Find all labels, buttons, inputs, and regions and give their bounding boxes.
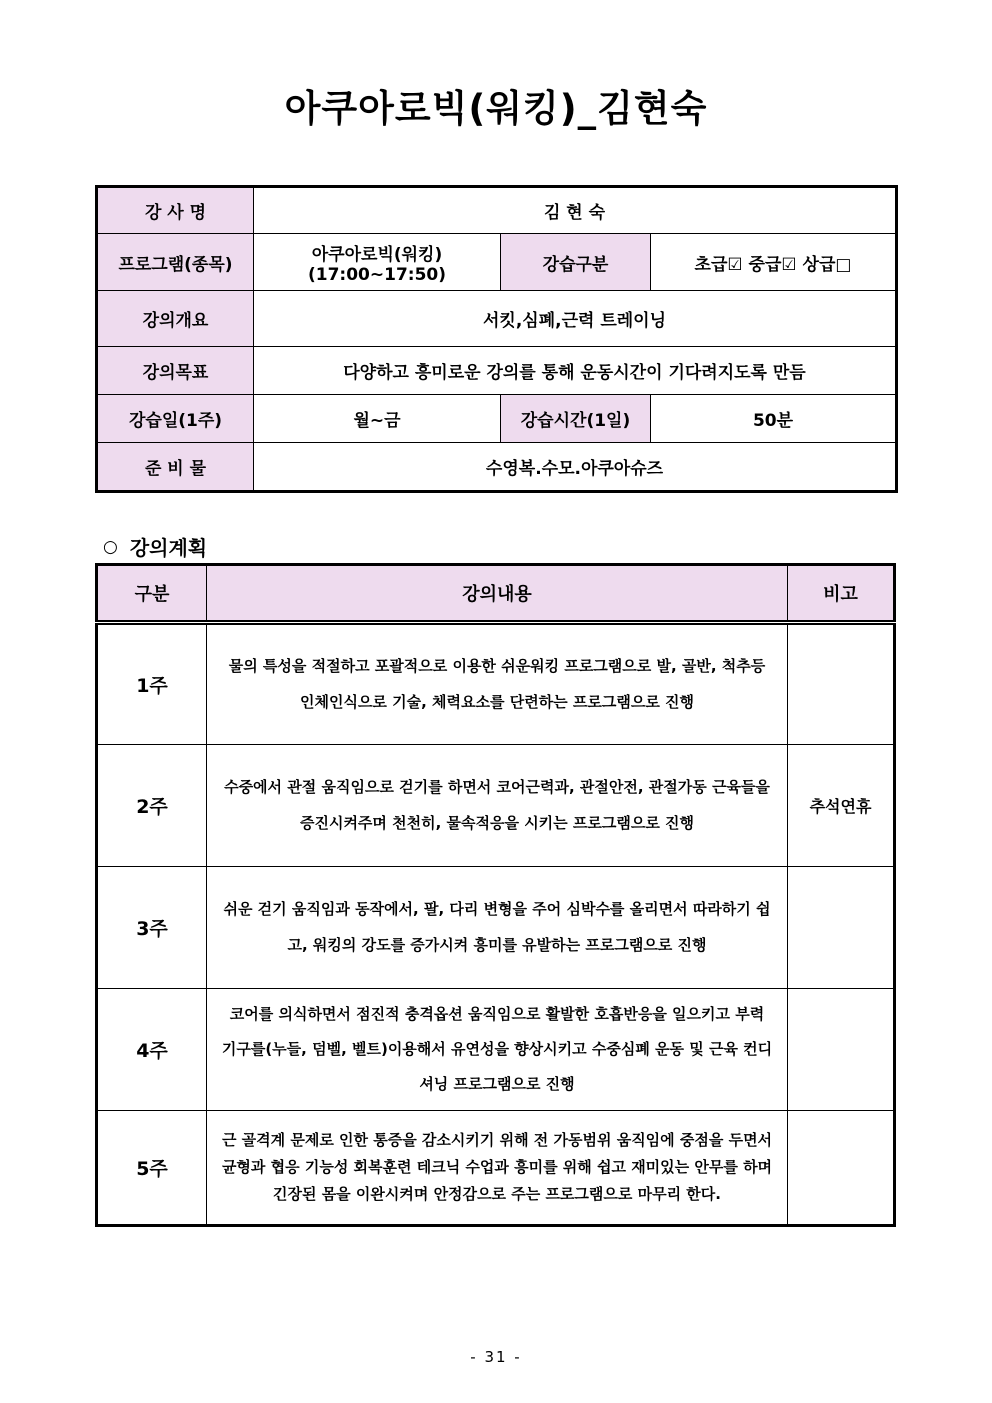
goal-label: 강의목표 [97,347,254,395]
info-row-materials [97,443,897,492]
class-type-label: 강습구분 [501,234,651,291]
plan-header-remark: 비고 [788,565,895,623]
info-row-program [97,234,897,291]
week-number: 4주 [97,989,207,1111]
week-remark [788,623,895,745]
time-label: 강습시간(1일) [501,395,651,443]
info-row-schedule [97,395,897,443]
week-remark [788,1111,895,1226]
instructor-value: 김 현 숙 [254,187,897,234]
plan-row-week5 [97,1111,895,1226]
week-number: 1주 [97,623,207,745]
lecture-plan-section-heading [103,532,207,561]
info-row-goal [97,347,897,395]
instructor-label: 강 사 명 [97,187,254,234]
plan-row-week3 [97,867,895,989]
info-row-instructor [97,187,897,234]
program-value-line2: (17:00~17:50) [307,264,446,285]
overview-value: 서킷,심폐,근력 트레이닝 [254,291,897,347]
lecture-plan-table [95,563,896,1227]
time-value: 50분 [651,395,897,443]
section-heading-text: 강의계획 [129,536,208,560]
plan-row-week2 [97,745,895,867]
week-remark [788,867,895,989]
week-remark [788,989,895,1111]
week-number: 3주 [97,867,207,989]
program-value-line1: 아쿠아로빅(워킹) [311,244,443,265]
days-label: 강습일(1주) [97,395,254,443]
circle-bullet-icon: ○ [103,536,118,557]
program-value [254,234,501,291]
week-content: 물의 특성을 적절하고 포괄적으로 이용한 쉬운워킹 프로그램으로 발, 골반, 척추등 인체인식으로 기술, 체력요소를 단련하는 프로그램으로 진행 [207,623,788,745]
info-row-overview [97,291,897,347]
week-content: 코어를 의식하면서 점진적 충격옵션 움직임으로 활발한 호흡반응을 일으키고 부력 기구를(누들, 덤벨, 벨트)이용해서 유연성을 향상시키고 수중심폐 운동 및 근육 컨디셔닝 프로그램으로 진행 [207,989,788,1111]
goal-value: 다양하고 흥미로운 강의를 통해 운동시간이 기다려지도록 만듬 [254,347,897,395]
overview-label: 강의개요 [97,291,254,347]
page-number: - 31 - [470,1348,522,1366]
program-label: 프로그램(종목) [97,234,254,291]
plan-row-week4 [97,989,895,1111]
week-content: 쉬운 걷기 움직임과 동작에서, 팔, 다리 변형을 주어 심박수를 올리면서 따라하기 쉽고, 워킹의 강도를 증가시켜 흥미를 유발하는 프로그램으로 진행 [207,867,788,989]
materials-value: 수영복.수모.아쿠아슈즈 [254,443,897,492]
materials-label: 준 비 물 [97,443,254,492]
class-type-checkboxes: 초급☑ 중급☑ 상급□ [651,234,897,291]
week-number: 2주 [97,745,207,867]
plan-header-content: 강의내용 [207,565,788,623]
course-info-table [95,185,898,493]
week-remark: 추석연휴 [788,745,895,867]
document-title: 아쿠아로빅(워킹)_김현숙 [284,87,708,130]
week-content: 근 골격계 문제로 인한 통증을 감소시키기 위해 전 가동범위 움직임에 중점을 두면서 균형과 협응 기능성 회복훈련 테크닉 수업과 흥미를 위해 쉽고 재미있는 안무를 하며 긴장된 몸을 이완시켜며 안정감으로 주는 프로그램으로 마무리 한다. [207,1111,788,1226]
days-value: 월~금 [254,395,501,443]
plan-row-week1 [97,623,895,745]
week-number: 5주 [97,1111,207,1226]
plan-header-row [97,565,895,623]
week-content: 수중에서 관절 움직임으로 걷기를 하면서 코어근력과, 관절안전, 관절가동 근육들을 증진시켜주며 천천히, 물속적응을 시키는 프로그램으로 진행 [207,745,788,867]
plan-header-week: 구분 [97,565,207,623]
